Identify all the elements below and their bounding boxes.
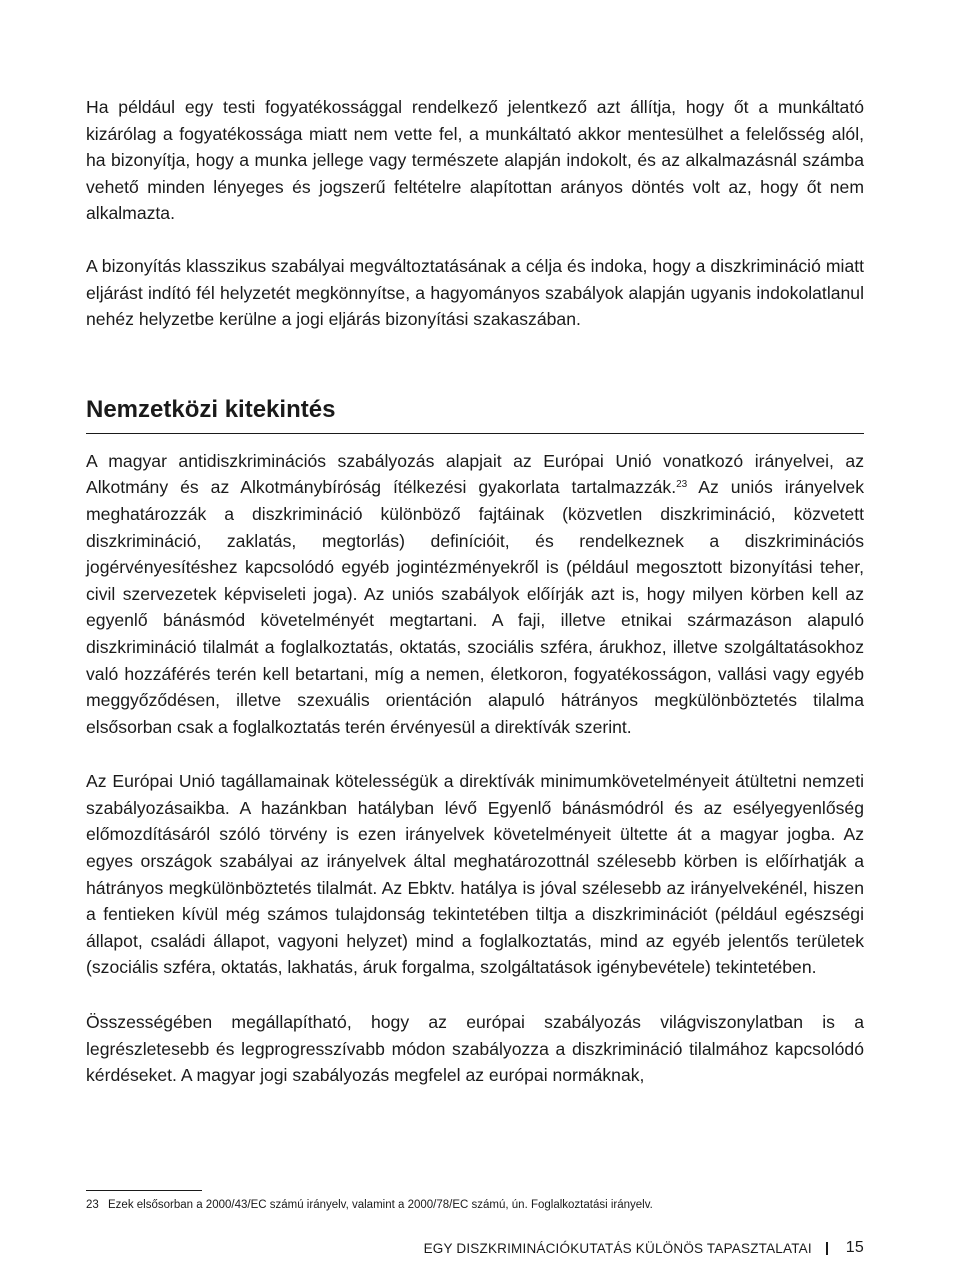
page-number: 15 <box>845 1239 864 1256</box>
section-paragraph-1 <box>86 448 864 741</box>
page-footer <box>424 1239 864 1257</box>
running-title: EGY DISZKRIMINÁCIÓKUTATÁS KÜLÖNÖS TAPASZTALATAI <box>423 1240 812 1256</box>
footnote-divider <box>86 1190 202 1191</box>
footnote-reference[interactable]: 23 <box>676 479 688 491</box>
section-heading: Nemzetközi kitekintés <box>86 395 864 434</box>
footnote-text: Ezek elsősorban a 2000/43/EC számú irányelv, valamint a 2000/78/EC számú, ún. Foglalkoztatási irányelv. <box>108 1199 653 1211</box>
paragraph-1: Ha például egy testi fogyatékossággal rendelkező jelentkező azt állítja, hogy őt a munkáltató kizárólag a fogyatékossága miatt nem vette fel, a munkáltató akkor mentesülhet a felelősség alól, ha bizonyítja, hogy a munka jellege vagy természete alapján indokolt, és az alkalmazásnál számba vehető minden lényeges és jogszerű feltételre alapítottan arányos döntés volt az, hogy őt nem alkalmazta. <box>86 97 864 224</box>
page-body <box>86 94 864 1089</box>
section-paragraph-2: Az Európai Unió tagállamainak kötelességük a direktívák minimumkövetelményeit átültetni nemzeti szabályozásaikba. A hazánkban hatályban lévő Egyenlő bánásmódról és az esélyegyenlőség előmozdításáról szóló törvény is ezen irányelvek követelményeit ültette át a magyar jogba. Az egyes országok szabályai az irányelvek által meghatározottnál szélesebb körben is előírhatják a hátrányos megkülönböztetés tilalmát. Az Ebktv. hatálya is jóval szélesebb az irányelvekénél, hiszen a fentieken kívül még számos tulajdonság tekintetében tiltja a diszkriminációt (például egészségi állapot, családi állapot, vagyoni helyzet) mind a foglalkoztatás, mind az egyéb jelentős területek (szociális szféra, oktatás, lakhatás, áruk forgalma, szolgáltatások igénybevétele) tekintetében. <box>86 771 864 978</box>
footnote-number: 23 <box>86 1199 99 1211</box>
paragraph-2: A bizonyítás klasszikus szabályai megváltoztatásának a célja és indoka, hogy a diszkrimináció miatt eljárást indító fél helyzetét megkönnyítse, a hagyományos szabályok alapján ugyanis indokolatlanul nehéz helyzetbe kerülne a jogi eljárás bizonyítási szakaszában. <box>86 255 864 330</box>
section-paragraph-1-part2: Az uniós irányelvek meghatározzák a diszkrimináció különböző fajtáinak (közvetlen diszkrimináció, közvetett diszkrimináció, zaklatás, megtorlás) definícióit, és rendelkeznek a diszkriminációs jogérvényesítéshez kapcsolódó egyéb jogintézményekről is (például megosztott bizonyítási teher, civil szervezetek képviseleti joga). Az uniós szabályok előírják azt is, hogy milyen körben kell az egyenlő bánásmód követelményét megtartani. A faji, illetve etnikai származáson alapuló diszkrimináció tilalmát a foglalkoztatás, oktatás, szociális szféra, árukhoz, illetve szolgáltatásokhoz való hozzáférés terén kell betartani, míg a nemen, életkoron, fogyatékosságon, vallási vagy egyéb meggyőződésen, illetve szexuális orientáción alapuló hátrányos megkülönböztetés tilalma elsősorban csak a foglalkoztatás terén érvényesül a direktívák szerint. <box>86 477 864 737</box>
section-paragraph-1-part1: A magyar antidiszkriminációs szabályozás alapjait az Európai Unió vonatkozó irányelvei, az Alkotmány és az Alkotmánybíróság ítélkezési gyakorlata tartalmazzák. <box>86 450 864 498</box>
section-paragraph-3: Összességében megállapítható, hogy az európai szabályozás világviszonylatban is a legrészletesebb és legprogresszívabb módon szabályozza a diszkrimináció tilalmához kapcsolódó kérdéseket. A magyar jogi szabályozás megfelel az európai normáknak, <box>86 1012 864 1086</box>
footer-separator <box>826 1242 828 1255</box>
footnote <box>86 1197 653 1213</box>
